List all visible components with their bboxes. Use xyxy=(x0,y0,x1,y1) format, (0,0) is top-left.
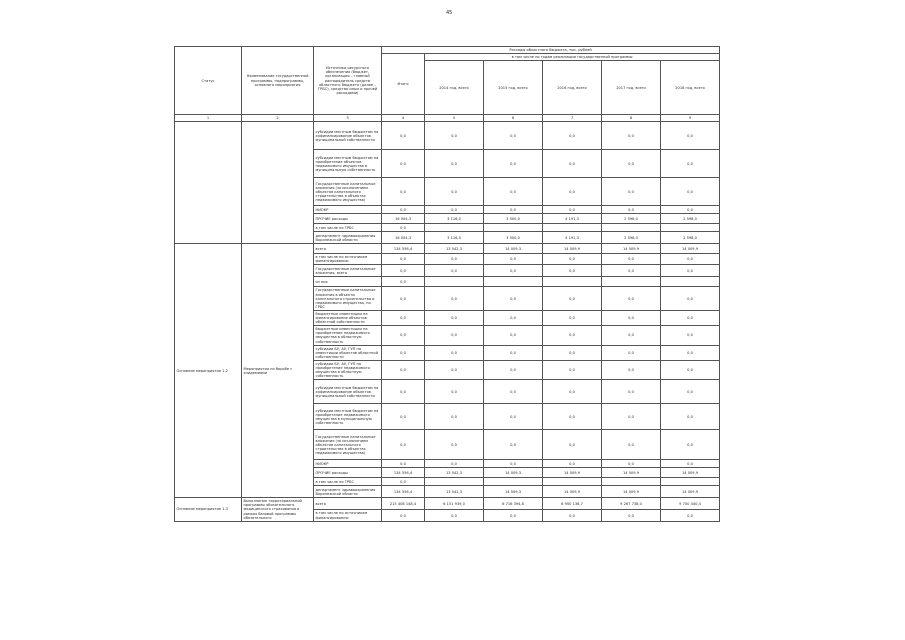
value-cell: 0,0 xyxy=(602,122,661,150)
value-cell: 14 009,3 xyxy=(484,486,543,498)
value-cell xyxy=(543,224,602,232)
table-body xyxy=(175,122,720,521)
source-cell: субсидии местным бюджетам на софинансирование объектов муниципальной собственности xyxy=(314,380,382,404)
value-cell: 0,0 xyxy=(602,150,661,178)
value-cell: 0,0 xyxy=(484,326,543,345)
value-cell: 0,0 xyxy=(661,380,720,404)
value-cell: 14 009,3 xyxy=(484,468,543,478)
source-cell: в том числе по источникам финансирования: xyxy=(314,510,382,521)
source-cell: субсидии БУ, АУ, ГУП на приобретение недвижимого имущества в областную собственность xyxy=(314,360,382,379)
value-cell: 0,0 xyxy=(543,404,602,430)
value-cell: 0,0 xyxy=(382,430,425,460)
source-cell: всего xyxy=(314,244,382,254)
value-cell: 14 009,9 xyxy=(661,486,720,498)
source-cell: субсидии местным бюджетам на приобретение недвижимого имущества в муниципальную собственность xyxy=(314,404,382,430)
value-cell: 14 009,9 xyxy=(602,468,661,478)
value-cell: 134 556,4 xyxy=(382,486,425,498)
value-cell: 0,0 xyxy=(425,254,484,265)
value-cell: 0,0 xyxy=(661,206,720,214)
source-cell: ПРОЧИЕ расходы xyxy=(314,214,382,224)
value-cell: 0,0 xyxy=(661,510,720,521)
value-cell: 0,0 xyxy=(602,265,661,277)
value-cell: 14 009,9 xyxy=(543,244,602,254)
source-cell: Государственные капитальные вложения в объекты капитального строительства и недвижимого имущества, по ГРБС xyxy=(314,287,382,310)
value-cell: 3 500,0 xyxy=(484,232,543,244)
value-cell: 2 598,0 xyxy=(602,214,661,224)
value-cell: 0,0 xyxy=(484,404,543,430)
value-cell: 0,0 xyxy=(543,206,602,214)
value-cell: 0,0 xyxy=(425,265,484,277)
table-row xyxy=(175,122,720,150)
source-cell: из них xyxy=(314,277,382,287)
value-cell: 13 542,3 xyxy=(425,486,484,498)
value-cell: 6 950 136,7 xyxy=(543,498,602,510)
value-cell xyxy=(425,224,484,232)
source-cell: в том числе по ГРБС xyxy=(314,478,382,486)
column-number: 9 xyxy=(661,115,720,122)
value-cell: 0,0 xyxy=(484,206,543,214)
source-cell: Государственные капитальные вложения (за исключением объектов капитального строительства в объектах недвижимого имущества) xyxy=(314,178,382,206)
status-cell: Основное мероприятие 1.3 xyxy=(175,498,242,521)
value-cell xyxy=(602,478,661,486)
value-cell: 14 009,9 xyxy=(543,486,602,498)
value-cell: 0,0 xyxy=(484,380,543,404)
source-cell: бюджетные инвестиции на приобретение недвижимого имущества в областную собственность xyxy=(314,326,382,345)
source-cell: субсидии местным бюджетам на приобретение объектов недвижимого имущества в муниципальную собственность xyxy=(314,150,382,178)
column-number: 5 xyxy=(425,115,484,122)
value-cell: 0,0 xyxy=(425,460,484,468)
value-cell: 0,0 xyxy=(382,122,425,150)
measure-name-cell: Выполнение территориальной программы обязательного медицинского страхования в рамках базовой программы обязательного xyxy=(242,498,314,521)
source-cell: НИОКР xyxy=(314,460,382,468)
value-cell: 0,0 xyxy=(543,326,602,345)
value-cell: 0,0 xyxy=(602,404,661,430)
column-number: 6 xyxy=(484,115,543,122)
source-cell: Государственные капитальные вложения (за исключением объектов капитального строительства в объектах недвижимого имущества) xyxy=(314,430,382,460)
value-cell: 0,0 xyxy=(484,265,543,277)
value-cell: 0,0 xyxy=(661,254,720,265)
value-cell: 0,0 xyxy=(543,150,602,178)
value-cell: 14 009,9 xyxy=(602,244,661,254)
value-cell: 0,0 xyxy=(425,326,484,345)
value-cell: 0,0 xyxy=(382,150,425,178)
value-cell: 14 009,9 xyxy=(661,244,720,254)
column-number: 4 xyxy=(382,115,425,122)
value-cell: 9 700 440,4 xyxy=(661,498,720,510)
value-cell: 0,0 xyxy=(543,122,602,150)
value-cell xyxy=(661,224,720,232)
value-cell: 0,0 xyxy=(382,510,425,521)
value-cell: 134 556,4 xyxy=(382,244,425,254)
value-cell: 0,0 xyxy=(382,254,425,265)
value-cell: 0,0 xyxy=(602,206,661,214)
value-cell: 0,0 xyxy=(425,380,484,404)
value-cell: 0,0 xyxy=(382,287,425,310)
value-cell: 2 598,0 xyxy=(661,232,720,244)
budget-table xyxy=(174,46,720,522)
value-cell: 14 009,9 xyxy=(543,468,602,478)
value-cell: 0,0 xyxy=(543,345,602,360)
value-cell: 6 716 394,8 xyxy=(484,498,543,510)
header-status: Статус xyxy=(175,47,242,115)
column-number: 8 xyxy=(602,115,661,122)
value-cell: 0,0 xyxy=(602,360,661,379)
header-subgroup: в том числе по годам реализации государственной программы xyxy=(425,54,720,61)
value-cell: 0,0 xyxy=(661,360,720,379)
value-cell: 0,0 xyxy=(425,287,484,310)
value-cell: 0,0 xyxy=(661,265,720,277)
value-cell: 4 191,3 xyxy=(543,232,602,244)
value-cell: 13 542,3 xyxy=(425,244,484,254)
value-cell: 0,0 xyxy=(484,460,543,468)
value-cell: 0,0 xyxy=(425,178,484,206)
value-cell: 0,0 xyxy=(602,460,661,468)
column-number: 1 xyxy=(175,115,242,122)
value-cell: 0,0 xyxy=(484,178,543,206)
source-cell: субсидии местным бюджетам на софинансирование объектов муниципальной собственности xyxy=(314,122,382,150)
header-year: 2014 год, всего xyxy=(425,61,484,115)
header-total: Итого xyxy=(382,54,425,115)
value-cell: 0,0 xyxy=(661,122,720,150)
value-cell: 3 500,0 xyxy=(484,214,543,224)
value-cell: 0,0 xyxy=(543,254,602,265)
column-number: 3 xyxy=(314,115,382,122)
value-cell xyxy=(602,277,661,287)
value-cell: 0,0 xyxy=(484,254,543,265)
value-cell: 0,0 xyxy=(382,206,425,214)
value-cell: 4 191,3 xyxy=(543,214,602,224)
value-cell: 9 267 738,0 xyxy=(602,498,661,510)
header-year: 2015 год, всего xyxy=(484,61,543,115)
value-cell: 3 116,0 xyxy=(425,214,484,224)
value-cell: 0,0 xyxy=(661,404,720,430)
source-cell: бюджетные инвестиции на финансирование объектов областной собственности xyxy=(314,310,382,325)
value-cell: 6 151 939,0 xyxy=(425,498,484,510)
value-cell: 0,0 xyxy=(661,345,720,360)
table-row xyxy=(175,498,720,510)
value-cell: 0,0 xyxy=(661,178,720,206)
value-cell: 0,0 xyxy=(425,150,484,178)
value-cell: 0,0 xyxy=(425,510,484,521)
column-number-row xyxy=(175,115,720,122)
value-cell: 0,0 xyxy=(543,510,602,521)
value-cell: 14 009,9 xyxy=(661,468,720,478)
value-cell: 0,0 xyxy=(661,326,720,345)
value-cell: 0,0 xyxy=(661,430,720,460)
value-cell xyxy=(543,478,602,486)
measure-name-cell: Мероприятия по борьбе с эпидемиями xyxy=(242,244,314,498)
status-cell xyxy=(175,122,242,244)
value-cell: 0,0 xyxy=(382,460,425,468)
column-number: 2 xyxy=(242,115,314,122)
value-cell: 0,0 xyxy=(602,510,661,521)
value-cell: 0,0 xyxy=(382,404,425,430)
value-cell: 0,0 xyxy=(543,265,602,277)
source-cell: в том числе по ГРБС xyxy=(314,224,382,232)
value-cell: 0,0 xyxy=(661,287,720,310)
value-cell: 0,0 xyxy=(602,430,661,460)
value-cell: 0,0 xyxy=(543,460,602,468)
header-source: Источники ресурсного обеспечения (бюджет, организация – главный распорядитель средств областного бюджета (далее – ГРБС), средства иных и прочей расходами) xyxy=(314,47,382,115)
value-cell xyxy=(661,277,720,287)
value-cell: 2 598,0 xyxy=(661,214,720,224)
value-cell xyxy=(602,224,661,232)
value-cell: 134 556,4 xyxy=(382,468,425,478)
value-cell: 0,0 xyxy=(382,345,425,360)
value-cell: 0,0 xyxy=(484,510,543,521)
header-year: 2018 год, всего xyxy=(661,61,720,115)
measure-name-cell xyxy=(242,122,314,244)
table-row xyxy=(175,244,720,254)
source-cell: департамент здравоохранения Воронежской области xyxy=(314,232,382,244)
value-cell: 0,0 xyxy=(425,360,484,379)
value-cell: 16 004,3 xyxy=(382,232,425,244)
value-cell: 0,0 xyxy=(382,277,425,287)
value-cell: 0,0 xyxy=(425,430,484,460)
header-year: 2017 год, всего xyxy=(602,61,661,115)
value-cell xyxy=(425,277,484,287)
value-cell: 0,0 xyxy=(602,178,661,206)
source-cell: в том числе по источникам финансирования: xyxy=(314,254,382,265)
value-cell: 0,0 xyxy=(382,265,425,277)
value-cell xyxy=(425,478,484,486)
source-cell: всего xyxy=(314,498,382,510)
header-year: 2016 год, всего xyxy=(543,61,602,115)
value-cell: 215 408 148,4 xyxy=(382,498,425,510)
value-cell: 0,0 xyxy=(484,430,543,460)
value-cell: 0,0 xyxy=(602,254,661,265)
value-cell: 0,0 xyxy=(382,310,425,325)
value-cell xyxy=(543,277,602,287)
value-cell: 0,0 xyxy=(602,326,661,345)
value-cell xyxy=(661,478,720,486)
value-cell: 0,0 xyxy=(382,380,425,404)
value-cell: 0,0 xyxy=(602,345,661,360)
value-cell: 14 009,9 xyxy=(602,486,661,498)
value-cell: 0,0 xyxy=(661,460,720,468)
value-cell: 3 116,0 xyxy=(425,232,484,244)
column-number: 7 xyxy=(543,115,602,122)
value-cell: 14 009,3 xyxy=(484,244,543,254)
value-cell xyxy=(484,478,543,486)
value-cell: 0,0 xyxy=(484,360,543,379)
value-cell: 0,0 xyxy=(661,310,720,325)
source-cell: Государственные капитальные вложения, всего xyxy=(314,265,382,277)
header-group: Расходы областного бюджета, тыс. рублей xyxy=(382,47,720,54)
value-cell: 0,0 xyxy=(484,345,543,360)
value-cell xyxy=(484,277,543,287)
value-cell: 0,0 xyxy=(382,326,425,345)
page-number: 45 xyxy=(446,10,453,16)
value-cell: 0,0 xyxy=(425,122,484,150)
value-cell: 0,0 xyxy=(543,178,602,206)
source-cell: НИОКР xyxy=(314,206,382,214)
value-cell: 0,0 xyxy=(484,122,543,150)
header-name: Наименование государственной программы, подпрограммы, основного мероприятия xyxy=(242,47,314,115)
value-cell: 0,0 xyxy=(543,310,602,325)
value-cell: 0,0 xyxy=(484,150,543,178)
value-cell: 0,0 xyxy=(543,380,602,404)
value-cell: 0,0 xyxy=(602,287,661,310)
source-cell: субсидии БУ, АУ, ГУП на инвестиции объектов областной собственности xyxy=(314,345,382,360)
value-cell: 16 004,3 xyxy=(382,214,425,224)
value-cell: 2 598,0 xyxy=(602,232,661,244)
value-cell: 0,0 xyxy=(382,478,425,486)
value-cell: 13 542,3 xyxy=(425,468,484,478)
value-cell: 0,0 xyxy=(543,430,602,460)
value-cell: 0,0 xyxy=(602,380,661,404)
value-cell: 0,0 xyxy=(543,360,602,379)
value-cell: 0,0 xyxy=(484,287,543,310)
value-cell: 0,0 xyxy=(382,224,425,232)
value-cell xyxy=(484,224,543,232)
value-cell: 0,0 xyxy=(425,310,484,325)
value-cell: 0,0 xyxy=(661,150,720,178)
value-cell: 0,0 xyxy=(382,360,425,379)
value-cell: 0,0 xyxy=(602,310,661,325)
value-cell: 0,0 xyxy=(425,345,484,360)
value-cell: 0,0 xyxy=(425,404,484,430)
value-cell: 0,0 xyxy=(425,206,484,214)
value-cell: 0,0 xyxy=(543,287,602,310)
status-cell: Основное мероприятие 1.2 xyxy=(175,244,242,498)
value-cell: 0,0 xyxy=(484,310,543,325)
source-cell: департамент здравоохранения Воронежской области xyxy=(314,486,382,498)
source-cell: ПРОЧИЕ расходы xyxy=(314,468,382,478)
value-cell: 0,0 xyxy=(382,178,425,206)
